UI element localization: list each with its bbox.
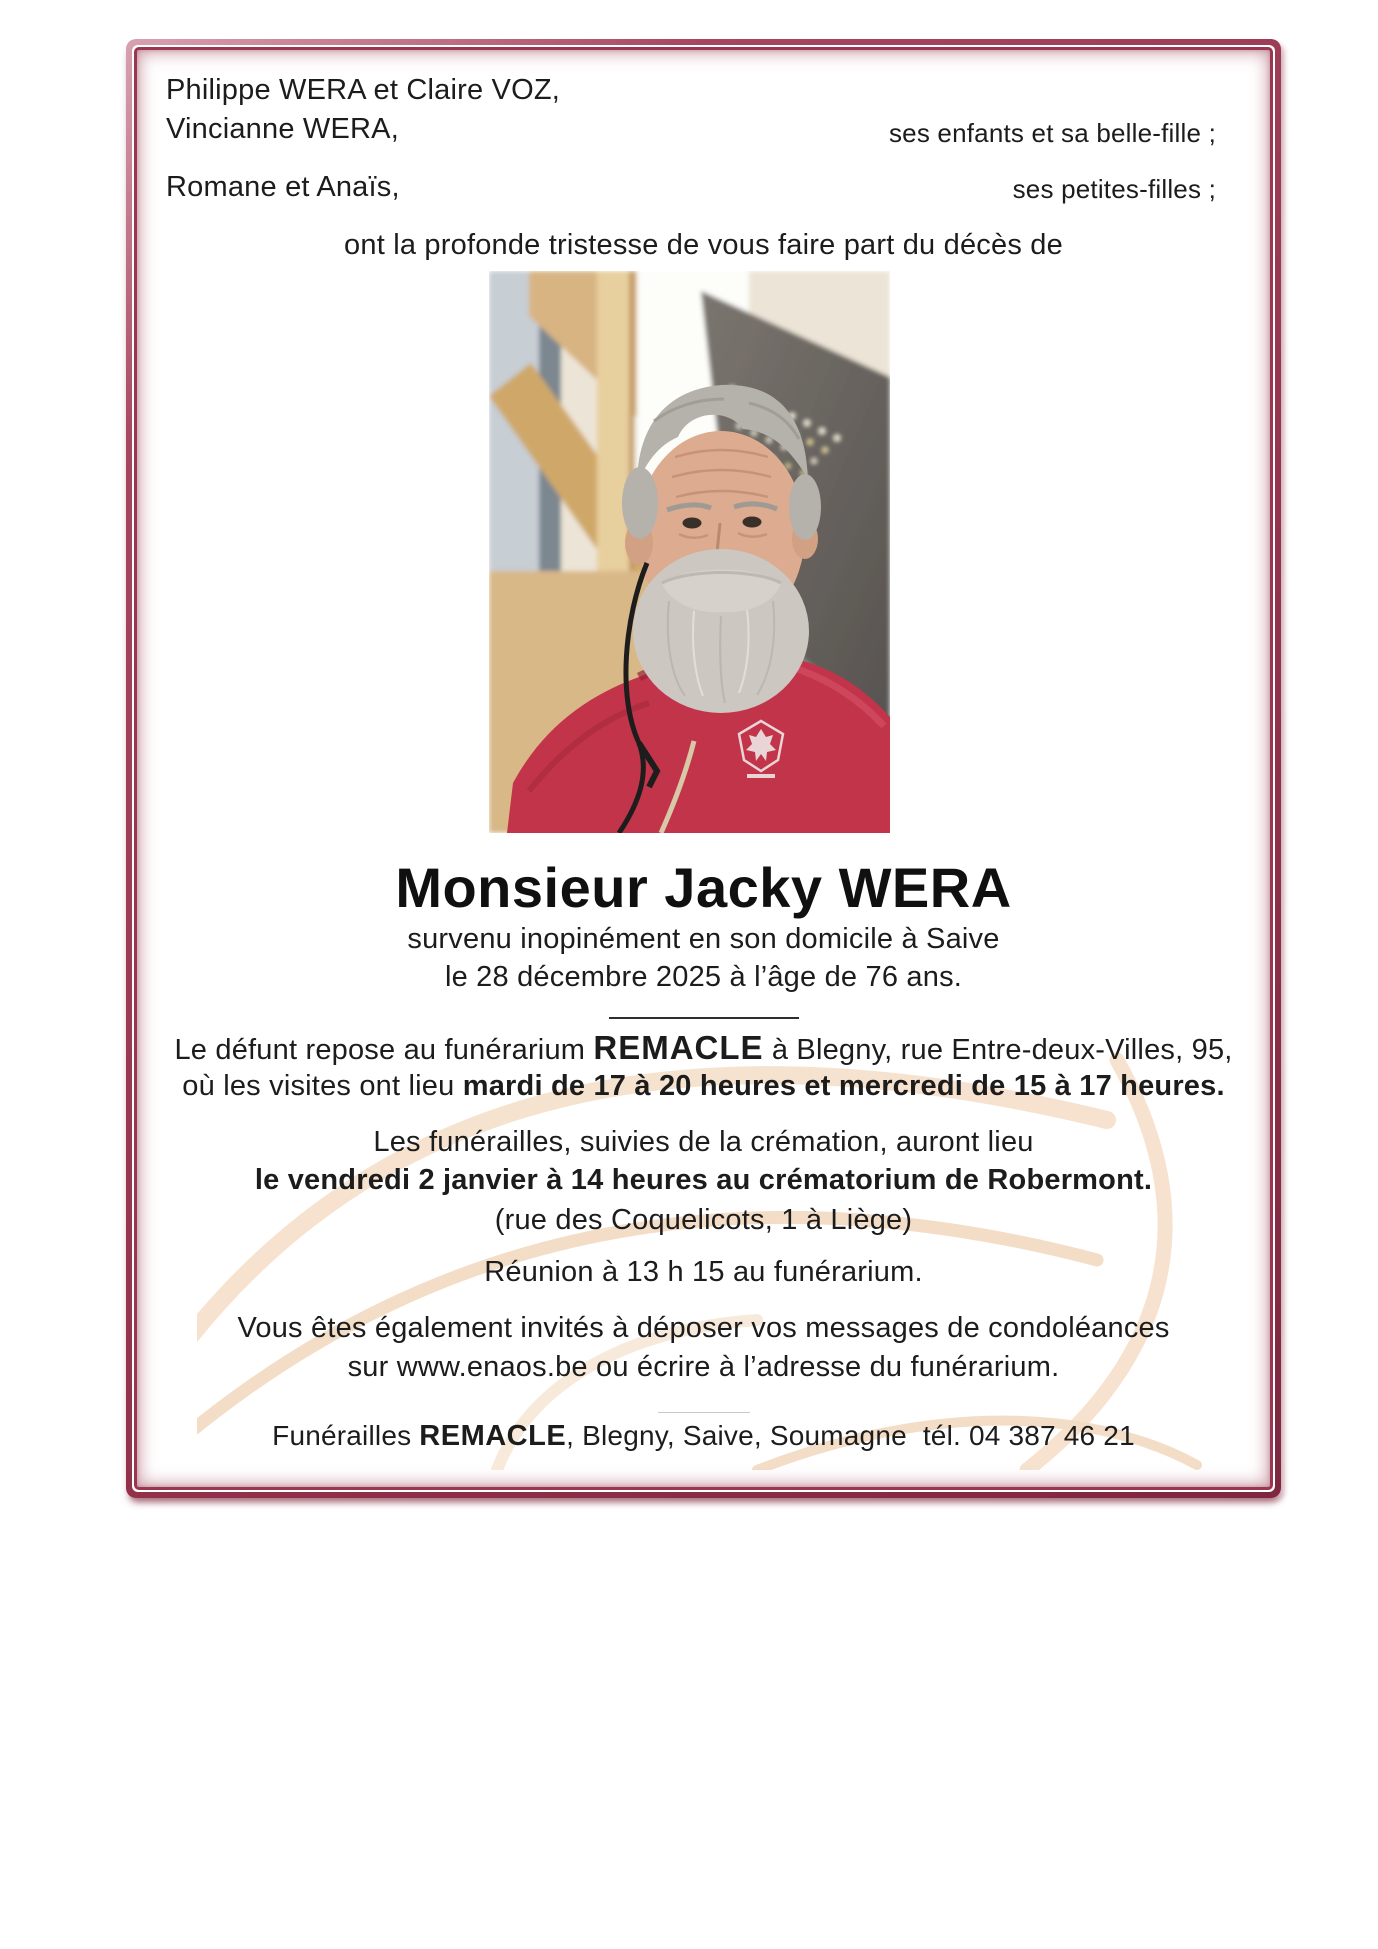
condolences-line-1: Vous êtes également invités à déposer vos messages de condoléances xyxy=(237,1312,1170,1344)
announcement-line: ont la profonde tristesse de vous faire part du décès de xyxy=(344,229,1063,261)
funeral-date-bold: le vendredi 2 janvier à 14 heures au crématorium de Robermont. xyxy=(254,1164,1153,1196)
visits-hours-bold: mardi de 17 à 20 heures et mercredi de 15 à 17 heures. xyxy=(462,1070,1225,1102)
funeral-line-1: Les funérailles, suivies de la crémation, auront lieu xyxy=(373,1126,1034,1158)
deceased-name: Monsieur Jacky WERA xyxy=(395,856,1012,919)
family-line-3: Romane et Anaïs, xyxy=(166,171,400,203)
section-divider xyxy=(609,1017,799,1019)
family-line-1: Philippe WERA et Claire VOZ, xyxy=(166,74,561,106)
condolences-line-2: sur www.enaos.be ou écrire à l’adresse du funérarium. xyxy=(347,1351,1060,1383)
footer-divider xyxy=(658,1412,750,1413)
frame-white-band xyxy=(132,45,1275,1492)
deceased-photo xyxy=(489,271,890,833)
visitation-text-pre: Le défunt repose au funérarium xyxy=(174,1034,594,1066)
visits-text-pre: où les visites ont lieu xyxy=(182,1070,463,1102)
relation-label-1: ses enfants et sa belle-fille ; xyxy=(888,118,1216,148)
footer-text-post: , Blegny, Saive, Soumagne tél. 04 387 46 21 xyxy=(566,1420,1135,1451)
visitation-line-2 xyxy=(137,1070,1270,1102)
mourning-card-frame xyxy=(126,39,1281,1498)
frame-inner-line xyxy=(134,47,1273,1490)
funeral-home-brand: REMACLE xyxy=(593,1029,764,1066)
portrait-illustration xyxy=(489,271,890,833)
death-circumstance: survenu inopinément en son domicile à Saive xyxy=(407,923,1000,955)
footer-line xyxy=(137,1420,1270,1452)
relation-label-2: ses petites-filles ; xyxy=(1012,174,1216,204)
family-line-2: Vincianne WERA, xyxy=(166,113,399,145)
funeral-address: (rue des Coquelicots, 1 à Liège) xyxy=(494,1204,913,1236)
card-content xyxy=(137,50,1270,1487)
visitation-text-post: à Blegny, rue Entre-deux-Villes, 95, xyxy=(763,1034,1233,1066)
visitation-line-1 xyxy=(137,1030,1270,1067)
reunion-line: Réunion à 13 h 15 au funérarium. xyxy=(484,1256,923,1288)
death-date: le 28 décembre 2025 à l’âge de 76 ans. xyxy=(444,961,963,993)
footer-text-pre: Funérailles xyxy=(272,1420,420,1451)
footer-brand: REMACLE xyxy=(419,1420,567,1452)
